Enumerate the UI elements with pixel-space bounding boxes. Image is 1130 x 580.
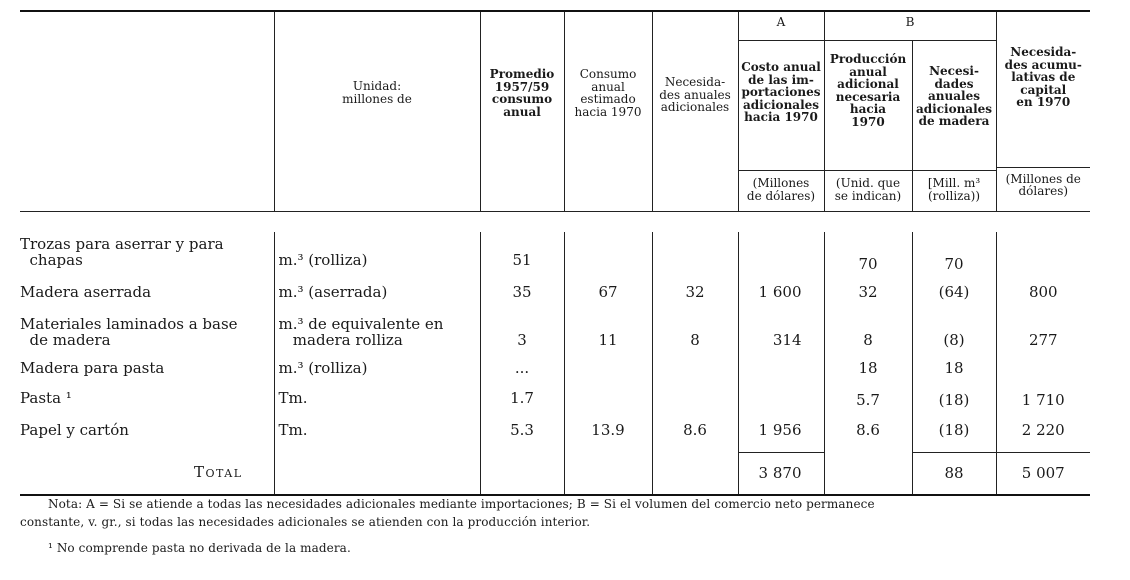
cell-acumulativas: 800 xyxy=(996,276,1090,314)
consumo-header-label: Consumo anual estimado hacia 1970 xyxy=(574,67,642,119)
madera-units xyxy=(912,171,996,212)
table-row xyxy=(20,314,1090,356)
cell-costo xyxy=(738,356,824,386)
row-unit: Tm. xyxy=(274,416,480,452)
cell-consumo xyxy=(564,232,652,276)
costo-units xyxy=(738,171,824,212)
total-row xyxy=(20,452,1090,495)
total-label: Total xyxy=(194,463,243,481)
costo-header-label: Costo anual de las im- portaciones adicionales hacia 1970 xyxy=(741,60,821,124)
total-necesidades xyxy=(652,452,738,495)
cell-madera: 70 xyxy=(912,232,996,276)
group-a-header xyxy=(738,11,824,41)
acumulativas-header-label: Necesida- des acumu- lativas de capital en 1970 xyxy=(1004,45,1082,109)
cell-acumulativas xyxy=(996,356,1090,386)
cell-necesidades: 32 xyxy=(652,276,738,314)
stub-header xyxy=(20,11,274,212)
acumulativas-sub-label: (Millones de dólares) xyxy=(997,167,1091,198)
total-consumo xyxy=(564,452,652,495)
costo-units-label: (Millones de dólares) xyxy=(746,176,816,203)
madera-units-label: [Mill. m³ (rolliza)) xyxy=(927,176,981,203)
necesidades-madera-header-label: Necesi- dades anuales adicionales de madera xyxy=(915,64,993,128)
table-row xyxy=(20,276,1090,314)
row-unit: m.³ de equivalente en madera rolliza xyxy=(274,314,480,356)
total-acumulativas: 5 007 xyxy=(996,452,1090,495)
total-madera: 88 xyxy=(912,452,996,495)
cell-necesidades xyxy=(652,386,738,416)
row-label: Pasta ¹ xyxy=(20,389,72,407)
necesidades-header-label: Necesida- des anuales adicionales xyxy=(659,75,731,114)
cell-consumo: 11 xyxy=(564,314,652,356)
cell-produccion: 70 xyxy=(824,232,912,276)
cell-madera: (18) xyxy=(912,386,996,416)
cell-produccion: 8 xyxy=(824,314,912,356)
cell-madera: 18 xyxy=(912,356,996,386)
row-label: Madera para pasta xyxy=(20,359,165,377)
row-unit: m.³ (aserrada) xyxy=(274,276,480,314)
necesidades-madera-header xyxy=(912,41,996,171)
cell-madera: (8) xyxy=(912,314,996,356)
row-label: Trozas para aserrar y para chapas xyxy=(20,235,224,269)
row-label: Materiales laminados a base de madera xyxy=(20,315,238,349)
cell-necesidades: 8.6 xyxy=(652,416,738,452)
row-unit: m.³ (rolliza) xyxy=(274,232,480,276)
cell-madera: (18) xyxy=(912,416,996,452)
table-row xyxy=(20,232,1090,276)
table-row xyxy=(20,356,1090,386)
total-unit xyxy=(274,452,480,495)
footnote: ¹ No comprende pasta no derivada de la madera. xyxy=(48,541,351,555)
note-line-2: constante, v. gr., si todas las necesidades adicionales se atienden con la producción interior. xyxy=(20,515,591,529)
cell-costo xyxy=(738,232,824,276)
cell-acumulativas: 2 220 xyxy=(996,416,1090,452)
header-rule xyxy=(20,212,1090,233)
consumo-header xyxy=(564,11,652,212)
row-unit: Tm. xyxy=(274,386,480,416)
table-row xyxy=(20,416,1090,452)
promedio-header xyxy=(480,11,564,212)
acumulativas-header xyxy=(996,11,1090,212)
produccion-header xyxy=(824,41,912,171)
unit-header-label: Unidad: millones de xyxy=(342,79,412,106)
cell-consumo: 67 xyxy=(564,276,652,314)
cell-acumulativas xyxy=(996,232,1090,276)
produccion-units-label: (Unid. que se indican) xyxy=(834,176,902,203)
cell-promedio: 5.3 xyxy=(480,416,564,452)
group-b-header xyxy=(824,11,996,41)
promedio-header-label: Promedio 1957/59 consumo anual xyxy=(489,67,555,119)
cell-promedio: 1.7 xyxy=(480,386,564,416)
unit-header xyxy=(274,11,480,212)
cell-consumo xyxy=(564,386,652,416)
row-label: Madera aserrada xyxy=(20,283,152,301)
total-produccion xyxy=(824,452,912,495)
total-promedio xyxy=(480,452,564,495)
necesidades-header xyxy=(652,11,738,212)
cell-acumulativas: 1 710 xyxy=(996,386,1090,416)
cell-produccion: 18 xyxy=(824,356,912,386)
produccion-units xyxy=(824,171,912,212)
note-line-1: Nota: A = Si se atiende a todas las necesidades adicionales mediante importaciones; B = Si el volumen del comercio neto permanece xyxy=(48,497,875,511)
cell-costo: 1 600 xyxy=(738,276,824,314)
cell-costo: 1 956 xyxy=(738,416,824,452)
table-row xyxy=(20,386,1090,416)
cell-produccion: 5.7 xyxy=(824,386,912,416)
cell-necesidades: 8 xyxy=(652,314,738,356)
wood-requirements-table xyxy=(20,10,1090,498)
cell-promedio: 51 xyxy=(480,232,564,276)
produccion-header-label: Producción anual adicional necesaria hacia 1970 xyxy=(829,52,907,129)
cell-acumulativas: 277 xyxy=(996,314,1090,356)
costo-header xyxy=(738,41,824,171)
cell-consumo xyxy=(564,356,652,386)
total-costo: 3 870 xyxy=(738,452,824,495)
cell-produccion: 32 xyxy=(824,276,912,314)
group-b-label: B xyxy=(905,15,915,29)
cell-promedio: ... xyxy=(480,356,564,386)
cell-consumo: 13.9 xyxy=(564,416,652,452)
cell-costo xyxy=(738,386,824,416)
cell-madera: (64) xyxy=(912,276,996,314)
cell-costo: 314 xyxy=(738,314,824,356)
cell-produccion: 8.6 xyxy=(824,416,912,452)
cell-promedio: 3 xyxy=(480,314,564,356)
cell-necesidades xyxy=(652,356,738,386)
row-unit: m.³ (rolliza) xyxy=(274,356,480,386)
row-label: Papel y cartón xyxy=(20,421,129,439)
cell-promedio: 35 xyxy=(480,276,564,314)
cell-necesidades xyxy=(652,232,738,276)
group-a-label: A xyxy=(776,15,786,29)
